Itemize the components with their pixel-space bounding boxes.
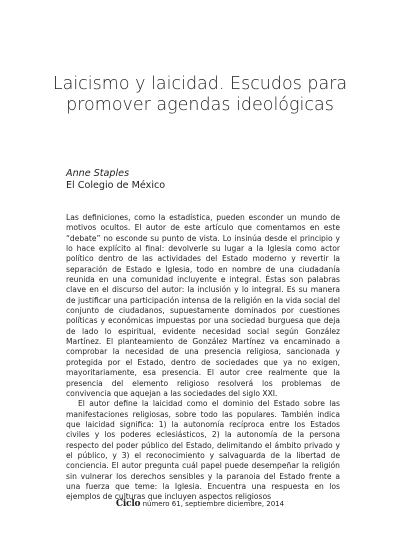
paragraph-1: Las definiciones, como la estadística, pueden esconder un mundo de motivos ocultos. El autor de este artículo que comentamos en este “debate” no esconde su punto de vista. Lo insinúa desde el principio y lo hace explícito al final: devolverle su lugar a la Iglesia como actor político dentro de las actividades del Estado moderno y revertir la separación de Estado e Iglesia, todo en nombre de una ciudadanía reunida en una comunidad incluyente e integral. Éstas son palabras clave en el discurso del autor: la inclusión y lo integral. Es su manera de justificar una participación intensa de la religión en la vida social del conjunto de ciudadanos, supuestamente dominados por cuestiones políticas y económicas impuestas por una sociedad burguesa que deja de lado lo espiritual, evidente necesidad social según González Martínez. El planteamiento de González Martínez va encaminado a comprobar la necesidad de una presencia religiosa, sancionada y protegida por el Estado, dentro de sociedades que ya no exigen, mayoritariamente, esa presencia. El autor cree realmente que la presencia del elemento religioso resolverá los problemas de convivencia que aquejan a las sociedades del siglo XXI. — [66, 213, 340, 398]
article-title — [40, 74, 360, 116]
article-body — [66, 213, 340, 503]
page-footer — [0, 499, 400, 509]
author-name: Anne Staples — [66, 168, 130, 179]
title-line-2: promover agendas ideológicas — [66, 94, 334, 115]
author-affiliation: El Colegio de México — [66, 180, 166, 191]
paragraph-2: El autor define la laicidad como el dominio del Estado sobre las manifestaciones religiosas, sobre todo las populares. También indica que laicidad significa: 1) la autonomía recíproca entre los Estados civiles y los poderes eclesiásticos, 2) la autonomía de la persona respecto del poder público del Estado, delimitando el ámbito privado y el público, y 3) el reconocimiento y salvaguarda de la libertad de conciencia. El autor pregunta cuál papel puede desempeñar la religión sin vulnerar los derechos sensibles y la paranoia del Estado frente a una fuerza que teme: la Iglesia. Encuentra una respuesta en los ejemplos de culturas que incluyen aspectos religiosos — [66, 399, 340, 502]
title-line-1: Laicismo y laicidad. Escudos para — [52, 73, 348, 94]
issue-info: número 61, septiembre diciembre, 2014 — [142, 500, 285, 508]
journal-logo: Ciclo — [115, 499, 141, 509]
